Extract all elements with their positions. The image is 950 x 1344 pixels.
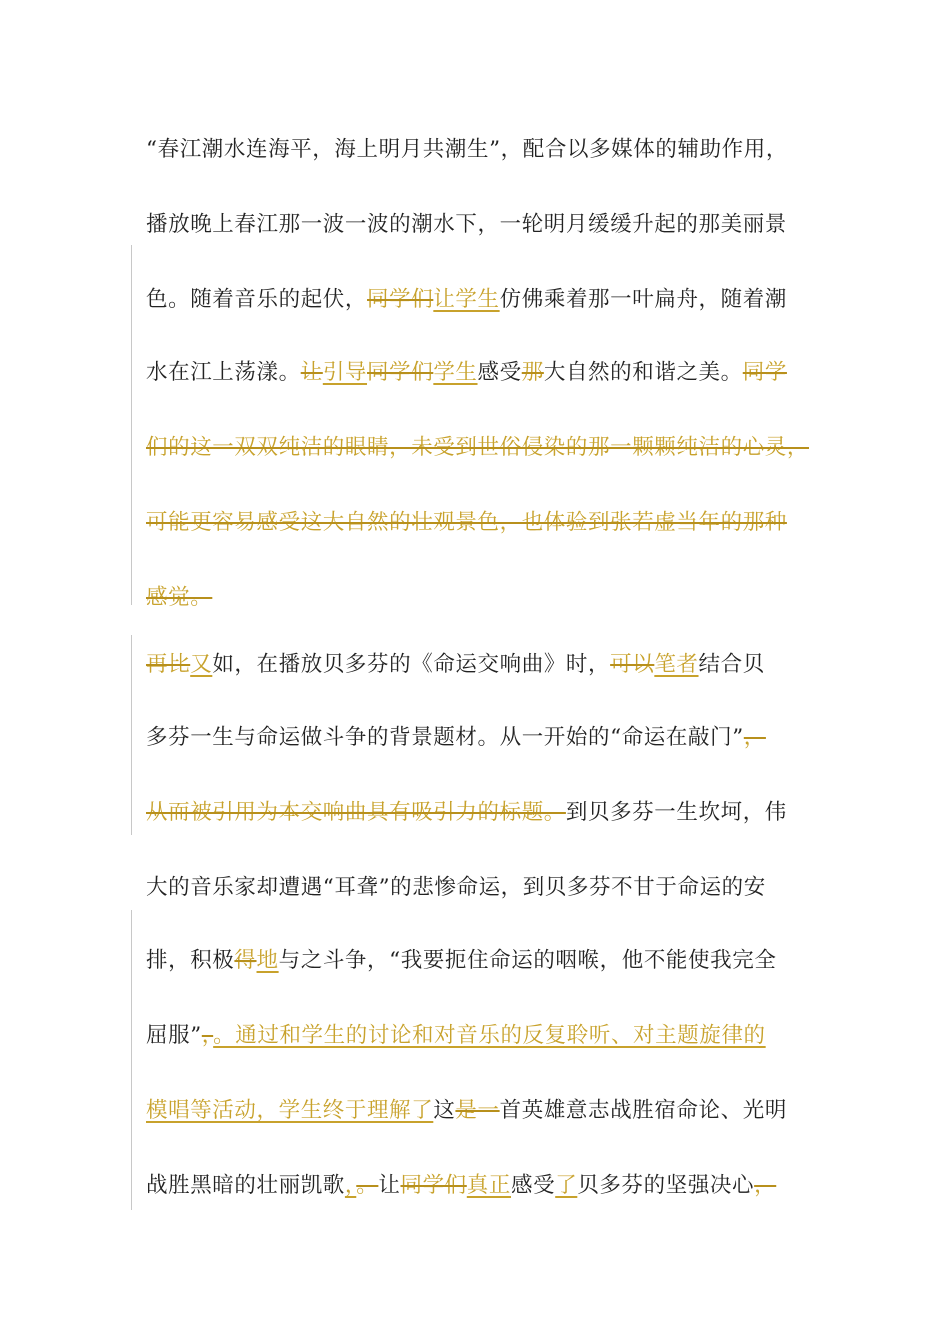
text-run: 如，在播放贝多芬的《命运交响曲》时， xyxy=(212,652,611,677)
text-line xyxy=(146,718,826,758)
text-run: 感受 xyxy=(477,360,522,385)
deleted-text: 是一 xyxy=(455,1098,500,1123)
deleted-text: 。 xyxy=(356,1173,379,1198)
deleted-text: 同学们 xyxy=(367,360,434,385)
deleted-text: 再比 xyxy=(146,652,191,677)
change-bar-2 xyxy=(131,635,132,835)
text-run: 大自然的和谐之美。 xyxy=(543,360,743,385)
text-run: 仿佛乘着那一叶扁舟，随着潮 xyxy=(499,287,787,312)
inserted-text: 。通过和学生的讨论和对音乐的反复聆听、对主题旋律的 xyxy=(213,1023,766,1048)
text-line xyxy=(146,1016,826,1056)
inserted-text: ， xyxy=(344,1173,357,1198)
deleted-text: 让 xyxy=(300,360,323,385)
text-run: 色。随着音乐的起伏， xyxy=(146,287,368,312)
text-line xyxy=(146,130,826,170)
text-line xyxy=(146,793,826,833)
inserted-text: 学生 xyxy=(433,360,478,385)
inserted-text: 了 xyxy=(555,1173,578,1198)
text-run: 这 xyxy=(433,1098,456,1123)
text-line xyxy=(146,280,826,320)
inserted-text: 真正 xyxy=(466,1173,511,1198)
inserted-text: 又 xyxy=(190,652,213,677)
deleted-text: ， xyxy=(201,1023,214,1048)
deleted-text: 可以 xyxy=(610,652,655,677)
text-run: 贝多芬的坚强决心 xyxy=(577,1173,755,1198)
deleted-text: 同学们 xyxy=(367,287,434,312)
deleted-text: 那 xyxy=(521,360,544,385)
text-line xyxy=(146,205,826,245)
inserted-text: 模唱等活动，学生终于理解了 xyxy=(146,1098,434,1123)
inserted-text: 地 xyxy=(256,948,279,973)
text-line xyxy=(146,353,826,393)
text-run: 多芬一生与命运做斗争的背景题材。从一开始的“命运在敲门” xyxy=(146,725,744,750)
text-run: 与之斗争，“我要扼住命运的咽喉，他不能使我完全 xyxy=(278,948,777,973)
text-line xyxy=(146,1166,826,1206)
change-bar-3 xyxy=(131,910,132,1210)
text-run: 到贝多芬一生坎坷，伟 xyxy=(565,800,787,825)
deleted-text: 同学们 xyxy=(400,1173,467,1198)
text-run: 首英雄意志战胜宿命论、光明 xyxy=(499,1098,787,1123)
text-run: 战胜黑暗的壮丽凯歌 xyxy=(146,1173,345,1198)
deleted-text: 从而被引用为本交响曲具有吸引力的标题。 xyxy=(146,800,566,825)
inserted-text: 让学生 xyxy=(433,287,500,312)
text-run: 大的音乐家却遭遇“耳聋”的悲惨命运，到贝多芬不甘于命运的安 xyxy=(146,875,766,900)
deleted-text: 感觉。 xyxy=(146,585,213,610)
text-run: 水在江上荡漾。 xyxy=(146,360,301,385)
text-line xyxy=(146,941,826,981)
text-run: 感受 xyxy=(511,1173,556,1198)
deleted-text: 同学 xyxy=(742,360,787,385)
text-run: “春江潮水连海平，海上明月共潮生”，配合以多媒体的辅助作用， xyxy=(146,137,788,162)
text-run: 播放晚上春江那一波一波的潮水下，一轮明月缓缓升起的那美丽景 xyxy=(146,212,787,237)
inserted-text: 引导 xyxy=(322,360,368,385)
change-bar-1 xyxy=(131,245,132,605)
deleted-text: ， xyxy=(743,725,766,750)
text-run: 屈服” xyxy=(146,1023,202,1048)
deleted-text: 们的这一双双纯洁的眼睛，未受到世俗侵染的那一颗颗纯洁的心灵， xyxy=(146,435,810,460)
deleted-text: 可能更容易感受这大自然的壮观景色，也体验到张若虚当年的那种 xyxy=(146,510,787,535)
text-line xyxy=(146,428,826,468)
text-line xyxy=(146,1091,826,1131)
text-run: 排，积极 xyxy=(146,948,235,973)
text-line xyxy=(146,868,826,908)
deleted-text: ， xyxy=(754,1173,777,1198)
text-run: 让 xyxy=(378,1173,401,1198)
text-run: 结合贝 xyxy=(698,652,765,677)
text-line xyxy=(146,503,826,543)
deleted-text: 得 xyxy=(234,948,257,973)
text-line xyxy=(146,578,826,618)
inserted-text: 笔者 xyxy=(654,652,699,677)
text-line xyxy=(146,645,826,685)
